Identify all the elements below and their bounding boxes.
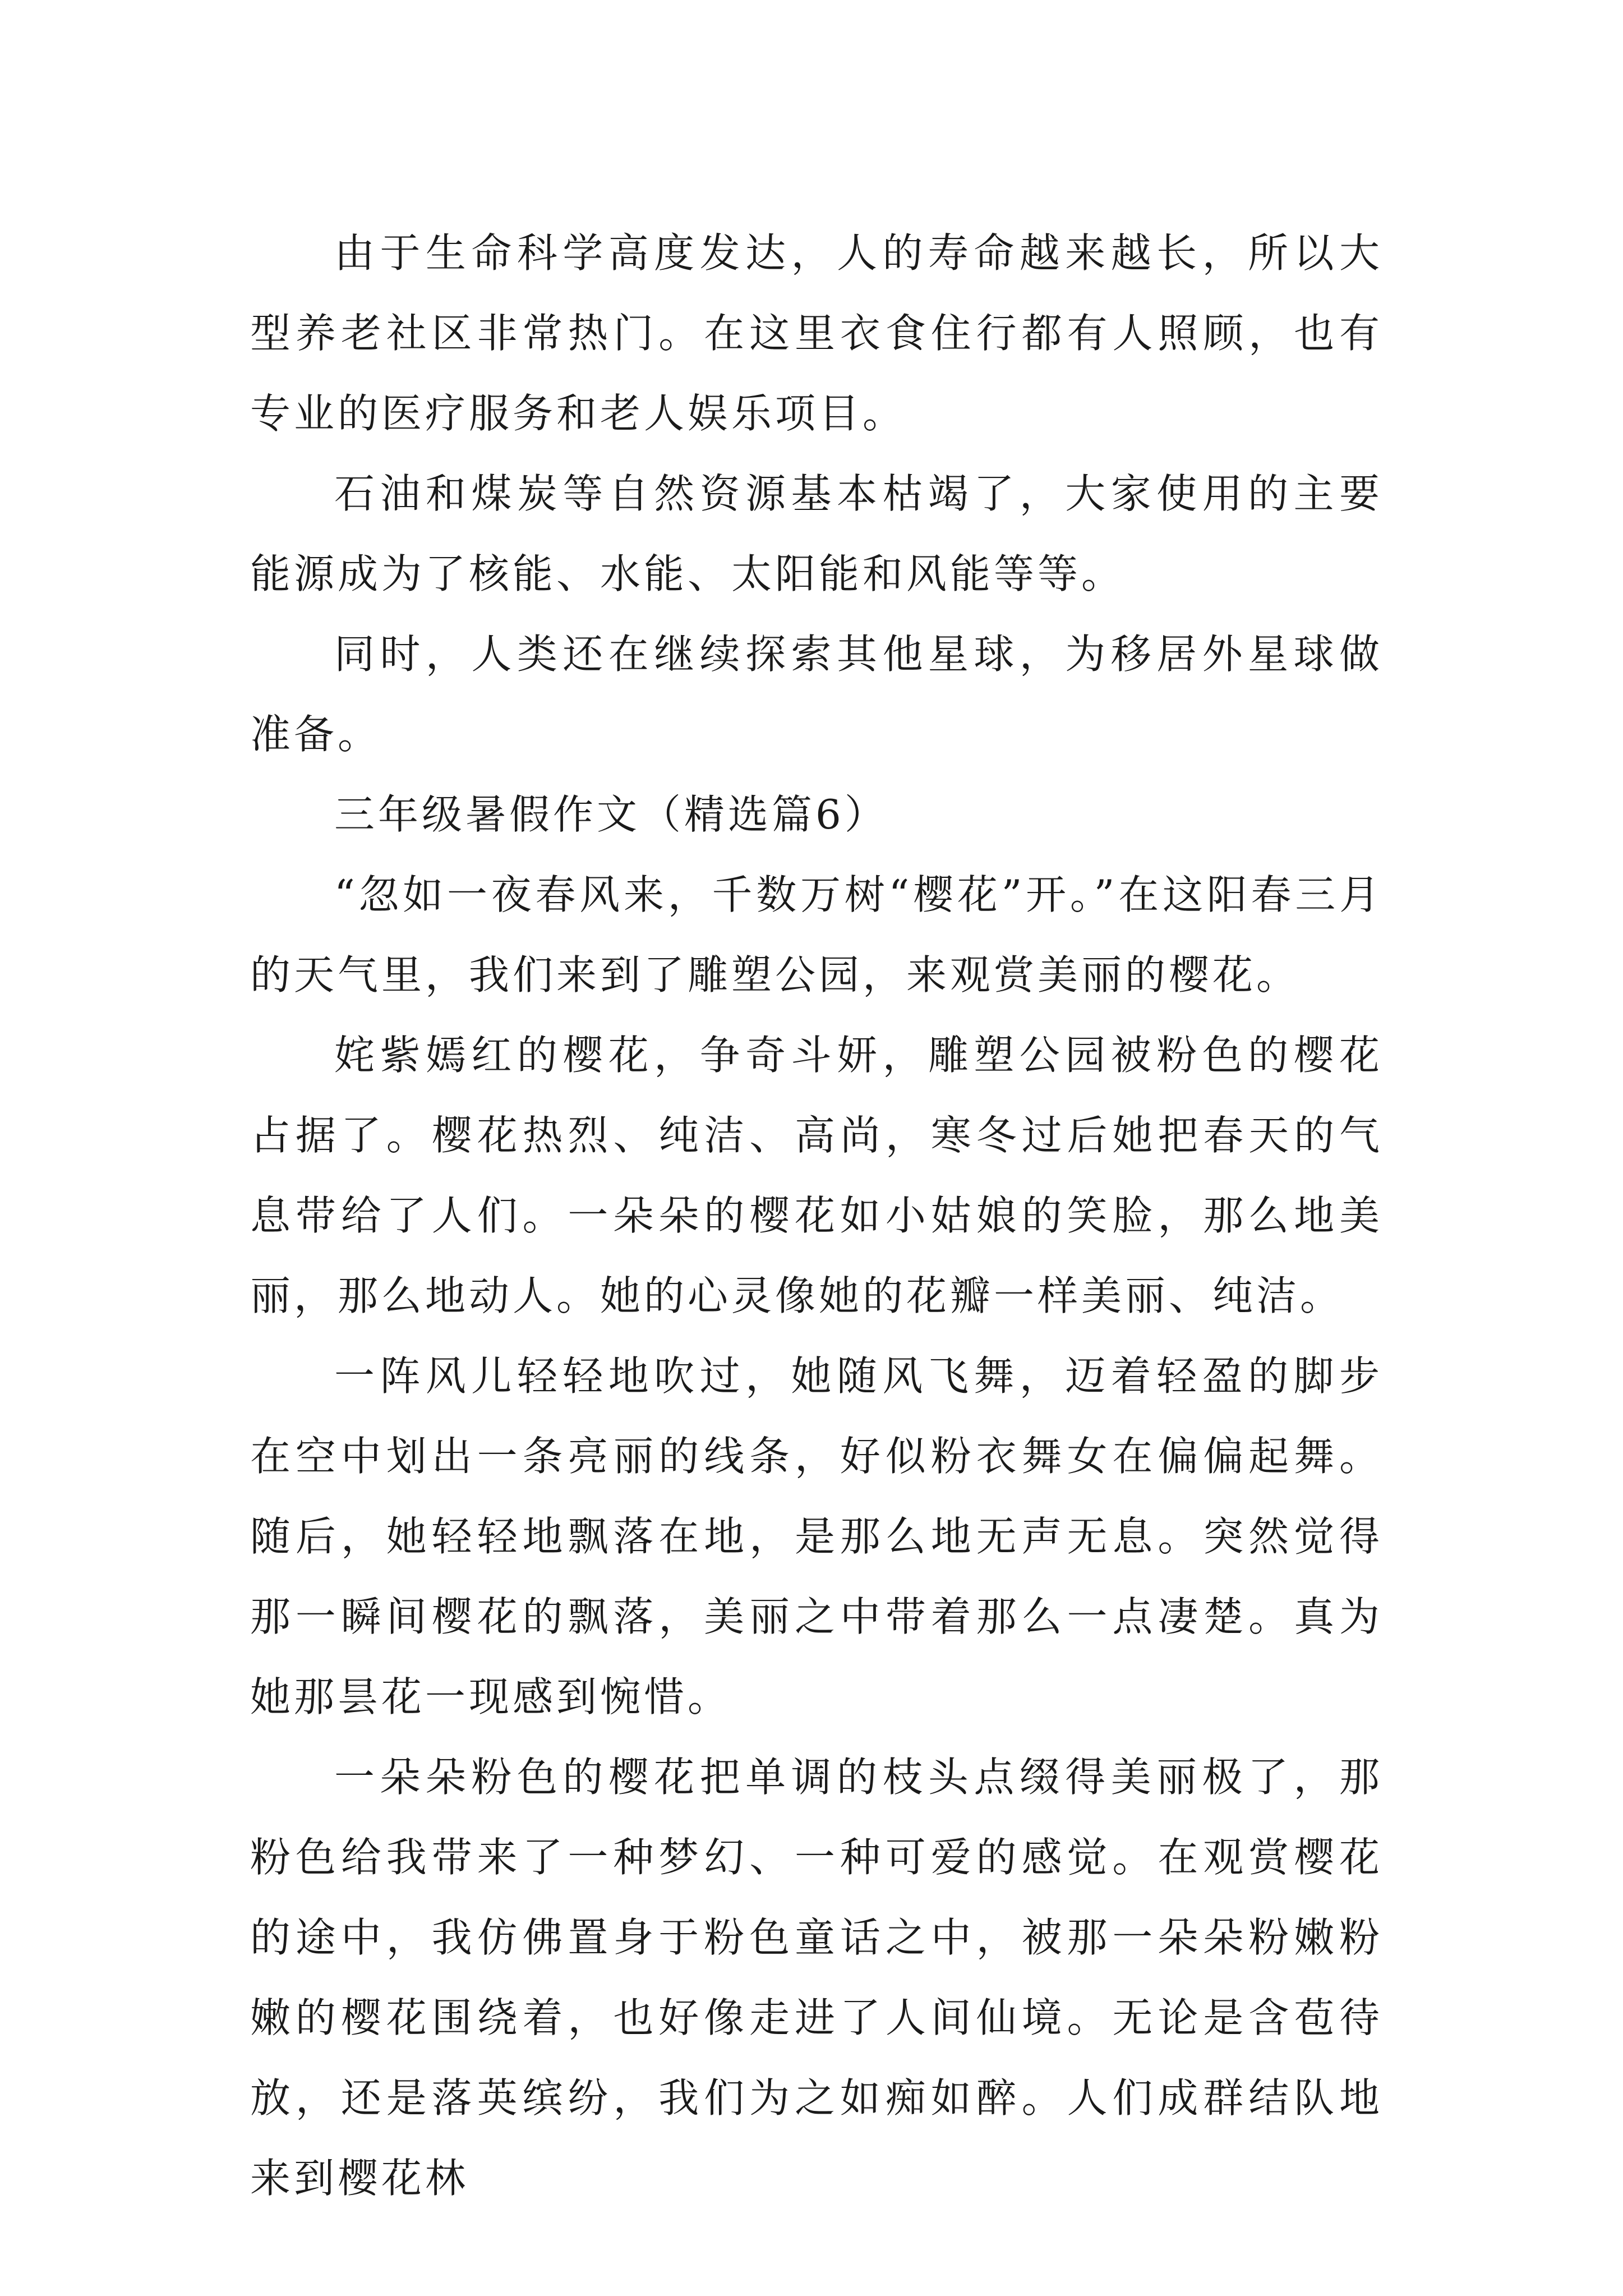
paragraph-6: 姹紫嫣红的樱花，争奇斗妍，雕塑公园被粉色的樱花占据了。樱花热烈、纯洁、高尚，寒冬过后她把春天的气息带给了人们。一朵朵的樱花如小姑娘的笑脸，那么地美丽，那么地动人。她的心灵像她的花瓣一样美丽、纯洁。 <box>250 1032 1383 1319</box>
paragraph-7: 一阵风儿轻轻地吹过，她随风飞舞，迈着轻盈的脚步在空中划出一条亮丽的线条，好似粉衣舞女在偏偏起舞。随后，她轻轻地飘落在地，是那么地无声无息。突然觉得那一瞬间樱花的飘落，美丽之中带着那么一点凄楚。真为她那昙花一现感到惋惜。 <box>250 1352 1383 1720</box>
document-body <box>250 213 1383 2219</box>
paragraph-5: “忽如一夜春风来，千数万树“樱花”开。”在这阳春三月的天气里，我们来到了雕塑公园，来观赏美丽的樱花。 <box>250 871 1383 999</box>
paragraph-1: 由于生命科学高度发达，人的寿命越来越长，所以大型养老社区非常热门。在这里衣食住行都有人照顾，也有专业的医疗服务和老人娱乐项目。 <box>250 229 1383 437</box>
paragraph-8: 一朵朵粉色的樱花把单调的枝头点缀得美丽极了，那粉色给我带来了一种梦幻、一种可爱的感觉。在观赏樱花的途中，我仿佛置身于粉色童话之中，被那一朵朵粉嫩粉嫩的樱花围绕着，也好像走进了人间仙境。无论是含苞待放，还是落英缤纷，我们为之如痴如醉。人们成群结队地来到樱花林 <box>250 1754 1383 2202</box>
paragraph-3: 同时，人类还在继续探索其他星球，为移居外星球做准备。 <box>250 631 1383 758</box>
paragraph-2: 石油和煤炭等自然资源基本枯竭了，大家使用的主要能源成为了核能、水能、太阳能和风能等等。 <box>250 470 1383 597</box>
section-heading: 三年级暑假作文（精选篇6） <box>334 791 888 838</box>
